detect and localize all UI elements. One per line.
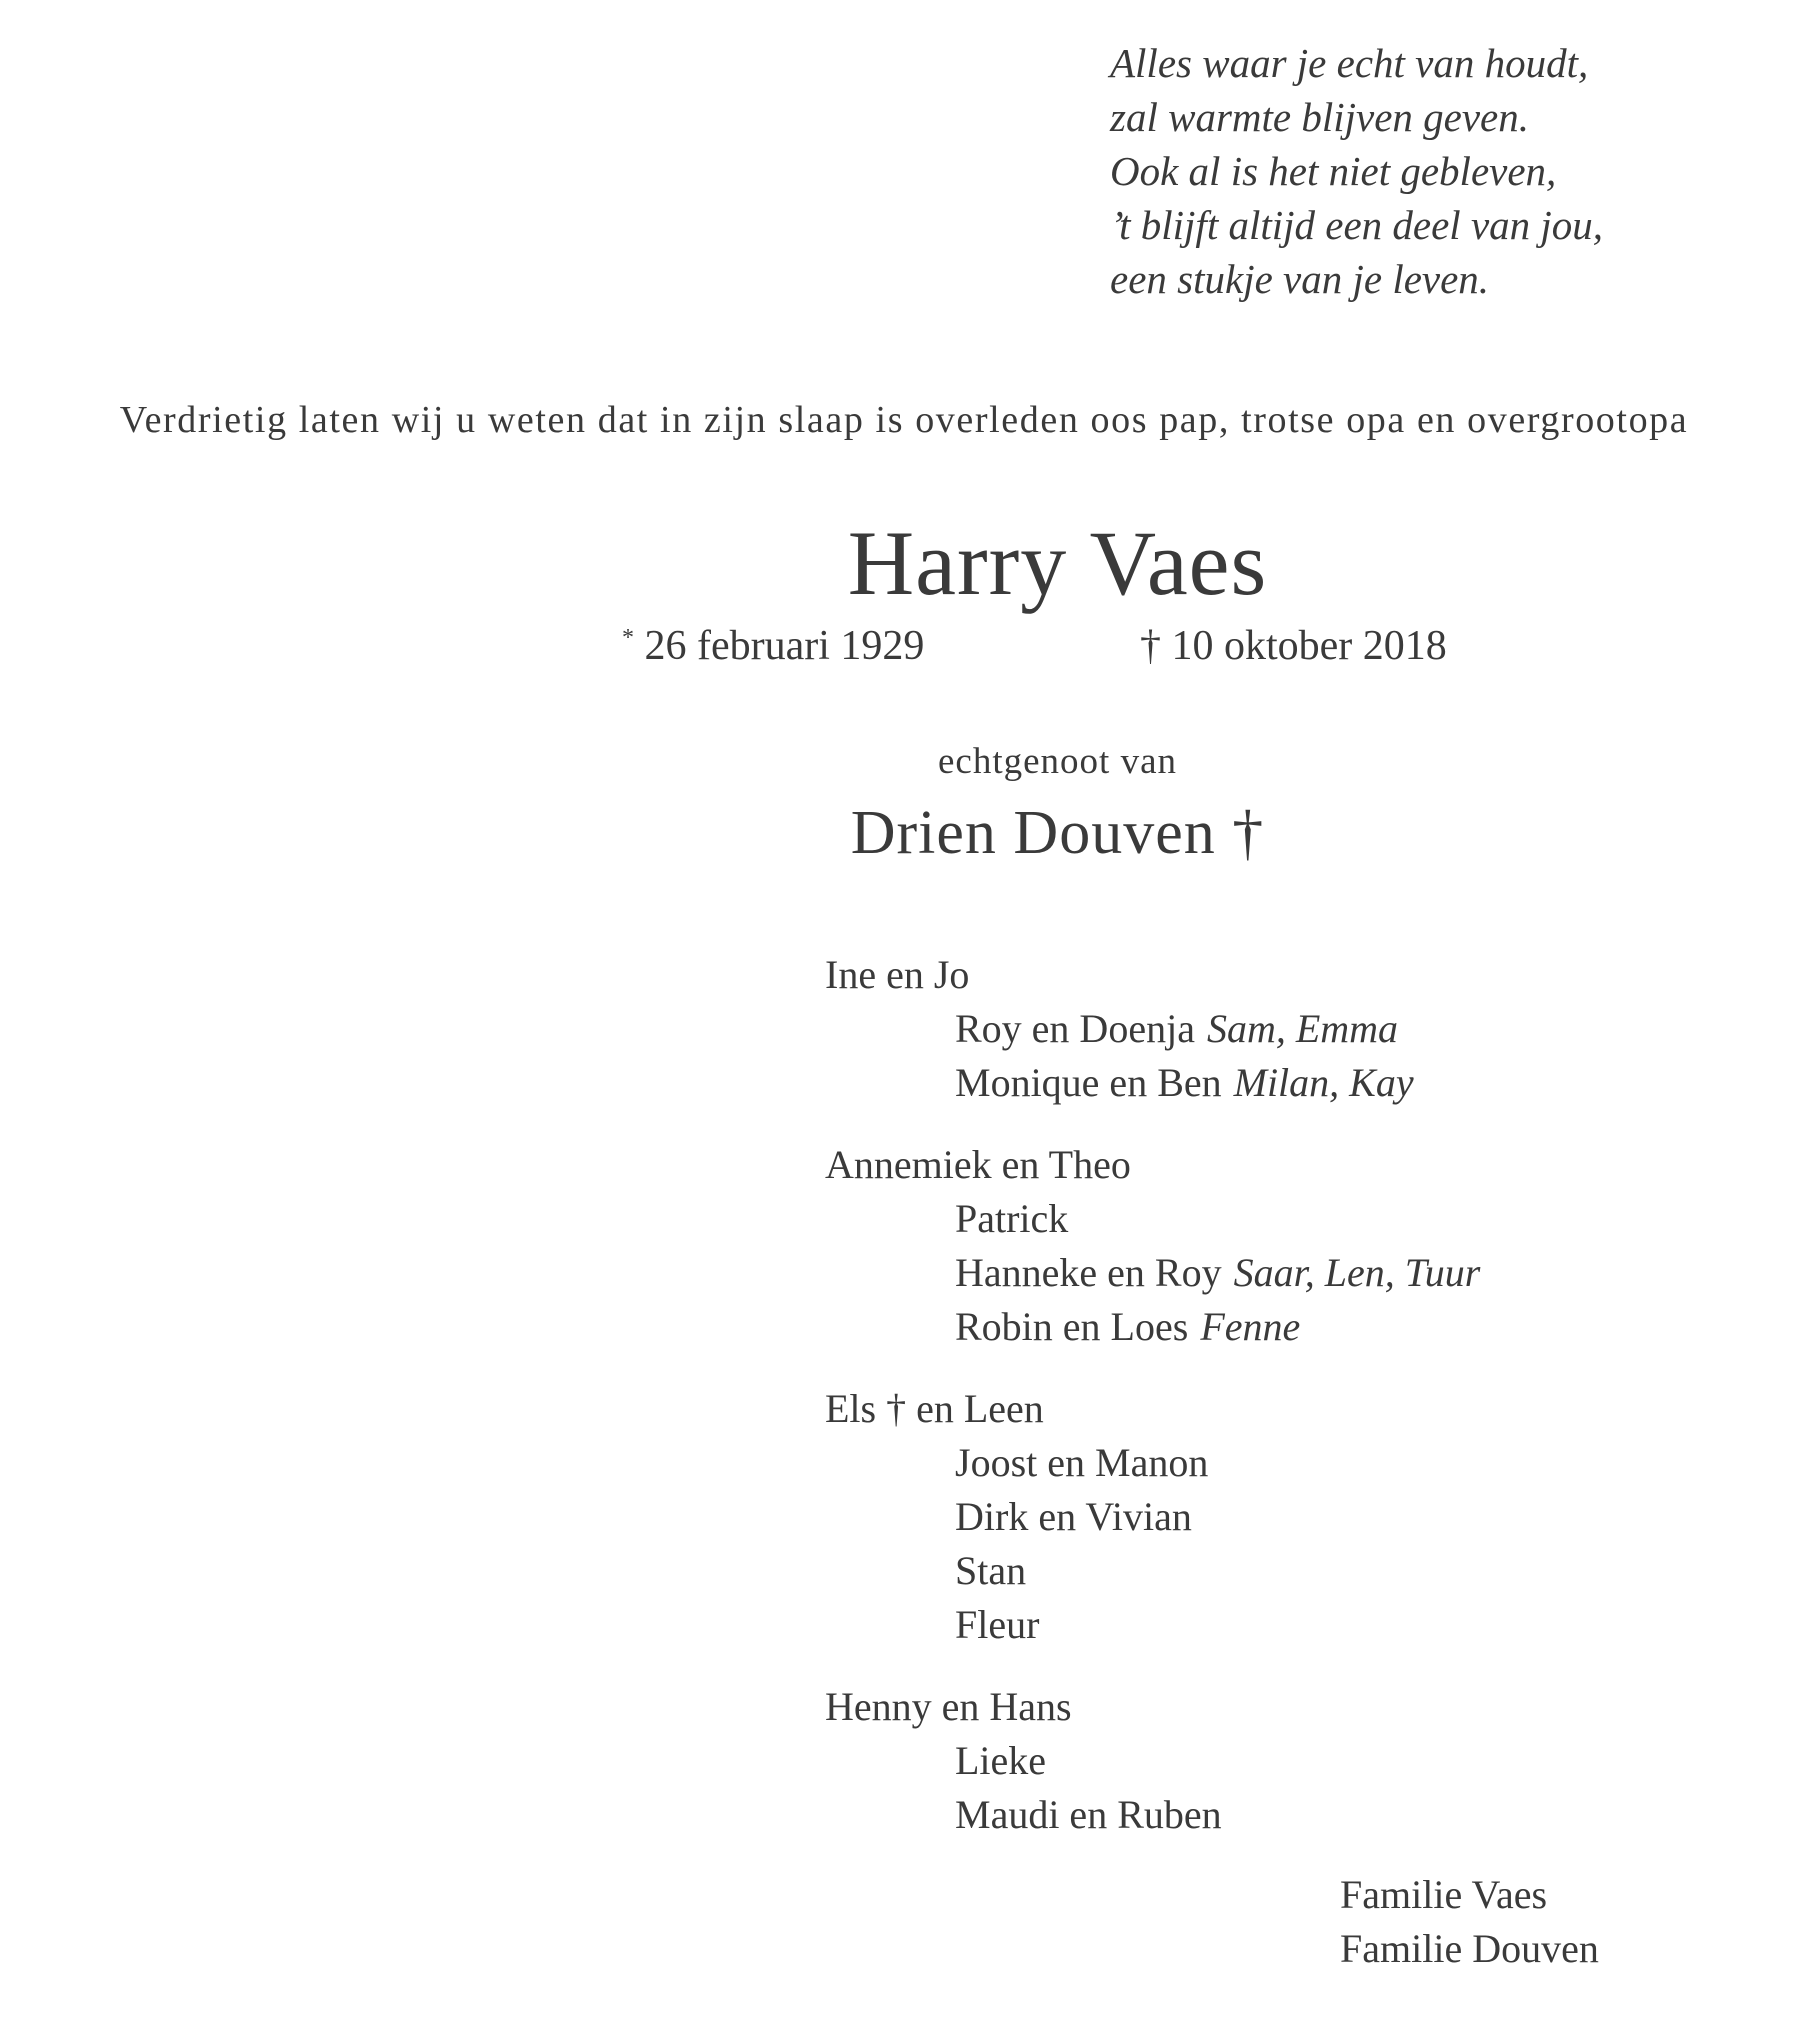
grandchild-name: Patrick — [955, 1196, 1069, 1241]
grandchild-name: Lieke — [955, 1738, 1047, 1783]
grandchild-name: Dirk en Vivian — [955, 1494, 1192, 1539]
birth-symbol: * — [622, 625, 634, 651]
child-name: Annemiek en Theo — [825, 1142, 1131, 1187]
signoff-line: Familie Douven — [1340, 1926, 1599, 1971]
child-name: Ine en Jo — [825, 952, 970, 997]
grandchild-row — [825, 1056, 1480, 1110]
spouse-name: Drien Douven † — [850, 799, 1265, 867]
poem-line: Ook al is het niet gebleven, — [1110, 148, 1557, 194]
poem — [1110, 36, 1603, 306]
grandchild-row — [825, 1788, 1480, 1842]
grandchild-row — [825, 1734, 1480, 1788]
grandchild-row — [825, 1490, 1480, 1544]
grandchild-row — [825, 1246, 1480, 1300]
grandchild-name: Roy en Doenja — [955, 1006, 1195, 1051]
great-grandchildren: Milan, Kay — [1233, 1060, 1414, 1105]
grandchild-row — [825, 1598, 1480, 1652]
grandchild-name: Hanneke en Roy — [955, 1250, 1222, 1295]
birth-date-text: 26 februari 1929 — [644, 623, 925, 669]
family-group — [825, 948, 1480, 1110]
grandchild-row — [825, 1300, 1480, 1354]
grandchild-row — [825, 1002, 1480, 1056]
spouse-label: echtgenoot van — [938, 741, 1177, 782]
poem-line: een stukje van je leven. — [1110, 256, 1490, 302]
grandchild-name: Maudi en Ruben — [955, 1792, 1222, 1837]
grandchild-row — [825, 1192, 1480, 1246]
child-name: Els † en Leen — [825, 1386, 1044, 1431]
family-list — [825, 948, 1480, 1870]
family-group — [825, 1680, 1480, 1842]
great-grandchildren: Saar, Len, Tuur — [1233, 1250, 1481, 1295]
grandchild-name: Fleur — [955, 1602, 1040, 1647]
grandchild-name: Monique en Ben — [955, 1060, 1222, 1105]
family-group — [825, 1138, 1480, 1354]
grandchild-name: Joost en Manon — [955, 1440, 1209, 1485]
family-group — [825, 1382, 1480, 1652]
poem-line: ’t blijft altijd een deel van jou, — [1110, 202, 1604, 248]
child-name: Henny en Hans — [825, 1684, 1072, 1729]
grandchild-name: Robin en Loes — [955, 1304, 1189, 1349]
intro-text: Verdrietig laten wij u weten dat in zijn slaap is overleden oos pap, trotse opa en overgrootopa — [119, 399, 1689, 441]
signoff-line: Familie Vaes — [1340, 1872, 1548, 1917]
poem-line: Alles waar je echt van houdt, — [1110, 40, 1589, 86]
grandchild-row — [825, 1436, 1480, 1490]
death-date: † 10 oktober 2018 — [1140, 623, 1447, 669]
deceased-name: Harry Vaes — [847, 512, 1268, 614]
signoff — [1340, 1868, 1599, 1976]
grandchild-name: Stan — [955, 1548, 1027, 1593]
poem-line: zal warmte blijven geven. — [1110, 94, 1530, 140]
great-grandchildren: Fenne — [1200, 1304, 1301, 1349]
grandchild-row — [825, 1544, 1480, 1598]
birth-date — [622, 622, 924, 670]
great-grandchildren: Sam, Emma — [1206, 1006, 1399, 1051]
